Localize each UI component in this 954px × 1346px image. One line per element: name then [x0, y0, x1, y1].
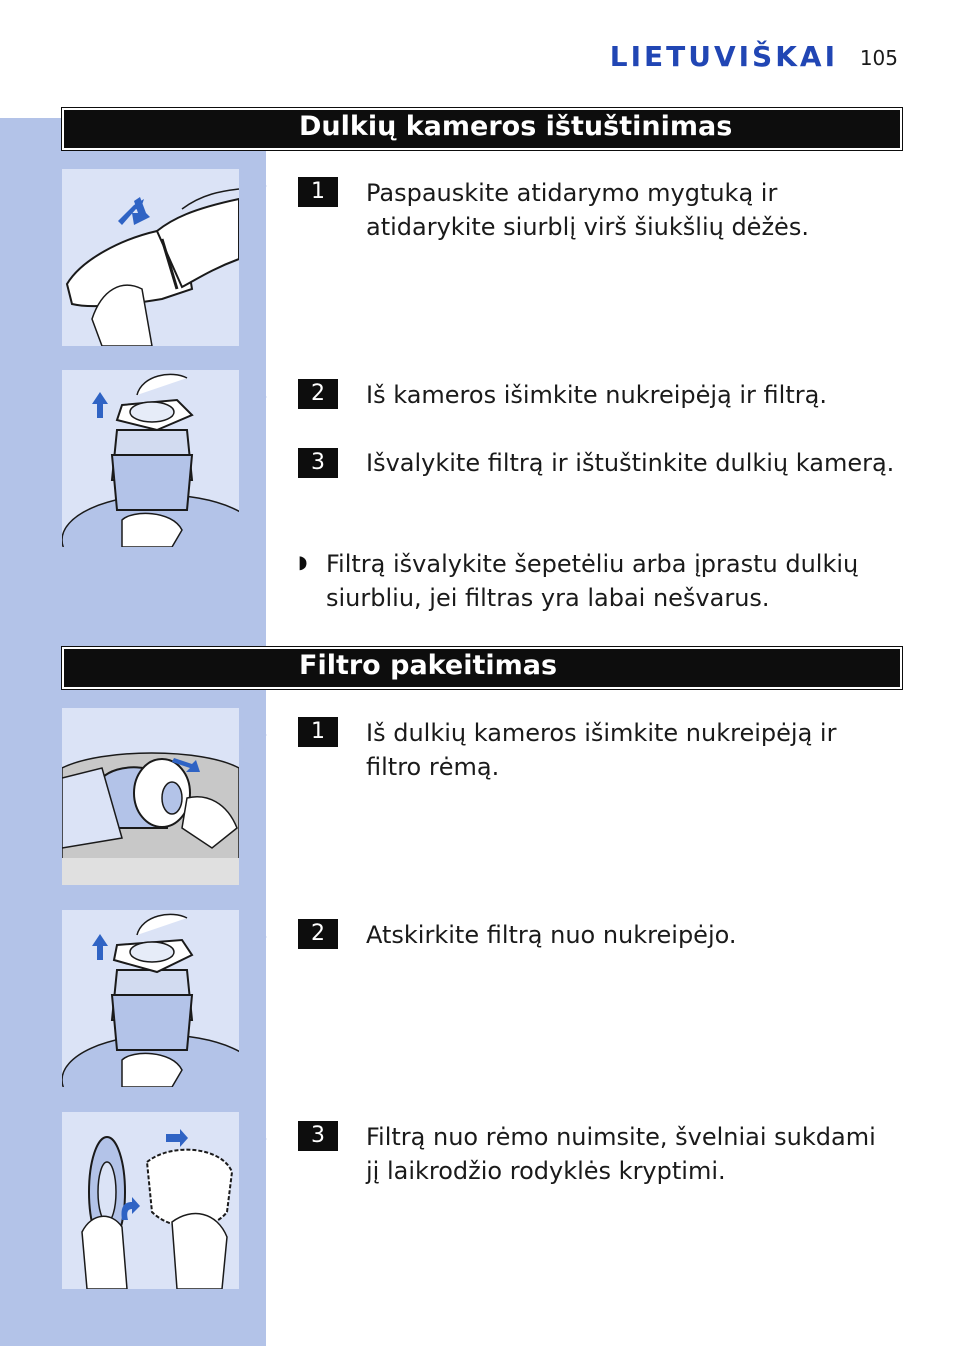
figure-pointer — [239, 381, 267, 413]
step-number: 2 — [298, 919, 338, 949]
blue-arrow-icon — [132, 197, 150, 225]
section-title-bar-emptying — [62, 108, 902, 150]
step-number: 1 — [298, 177, 338, 207]
step-text: Iš kameros išimkite nukreipėją ir filtrą. — [366, 381, 827, 409]
illustration-remove-filter — [62, 370, 239, 547]
step-text: Paspauskite atidarymo mygtuką ir atidarykite siurblį virš šiukšlių dėžės. — [366, 179, 809, 241]
page-number: 105 — [859, 46, 898, 70]
language-label: LIETUVIŠKAI — [609, 40, 838, 73]
step-text: Išvalykite filtrą ir ištuštinkite dulkių kamerą. — [366, 449, 895, 477]
blue-arrow-icon — [166, 1129, 188, 1147]
figure-pointer — [239, 921, 267, 953]
section-title: Filtro pakeitimas — [299, 650, 558, 681]
section-title-bar-filter-replace — [62, 647, 902, 689]
bullet-triangle-icon: ◗ — [298, 552, 308, 573]
step-number: 2 — [298, 379, 338, 409]
tip-text: Filtrą išvalykite šepetėliu arba įprastu dulkių siurbliu, jei filtras yra labai nešvarus. — [326, 550, 859, 612]
step-number: 3 — [298, 1121, 338, 1151]
step-text: Iš dulkių kameros išimkite nukreipėją ir filtro rėmą. — [366, 719, 837, 781]
figure-pointer — [239, 1123, 267, 1155]
illustration-twist-filter — [62, 1112, 239, 1289]
step-text: Filtrą nuo rėmo nuimsite, švelniai sukdami jį laikrodžio rodyklės kryptimi. — [366, 1123, 876, 1185]
step-number: 3 — [298, 448, 338, 478]
step-text: Atskirkite filtrą nuo nukreipėjo. — [366, 921, 737, 949]
illustration-separate-filter — [62, 910, 239, 1087]
figure-pointer — [239, 719, 267, 751]
section-title: Dulkių kameros ištuštinimas — [299, 111, 733, 142]
blue-arrow-icon — [92, 934, 108, 960]
blue-arrow-icon — [92, 392, 108, 418]
figure-pointer — [239, 170, 267, 202]
illustration-open-vacuum — [62, 169, 239, 346]
step-number: 1 — [298, 717, 338, 747]
illustration-remove-frame — [62, 708, 239, 885]
